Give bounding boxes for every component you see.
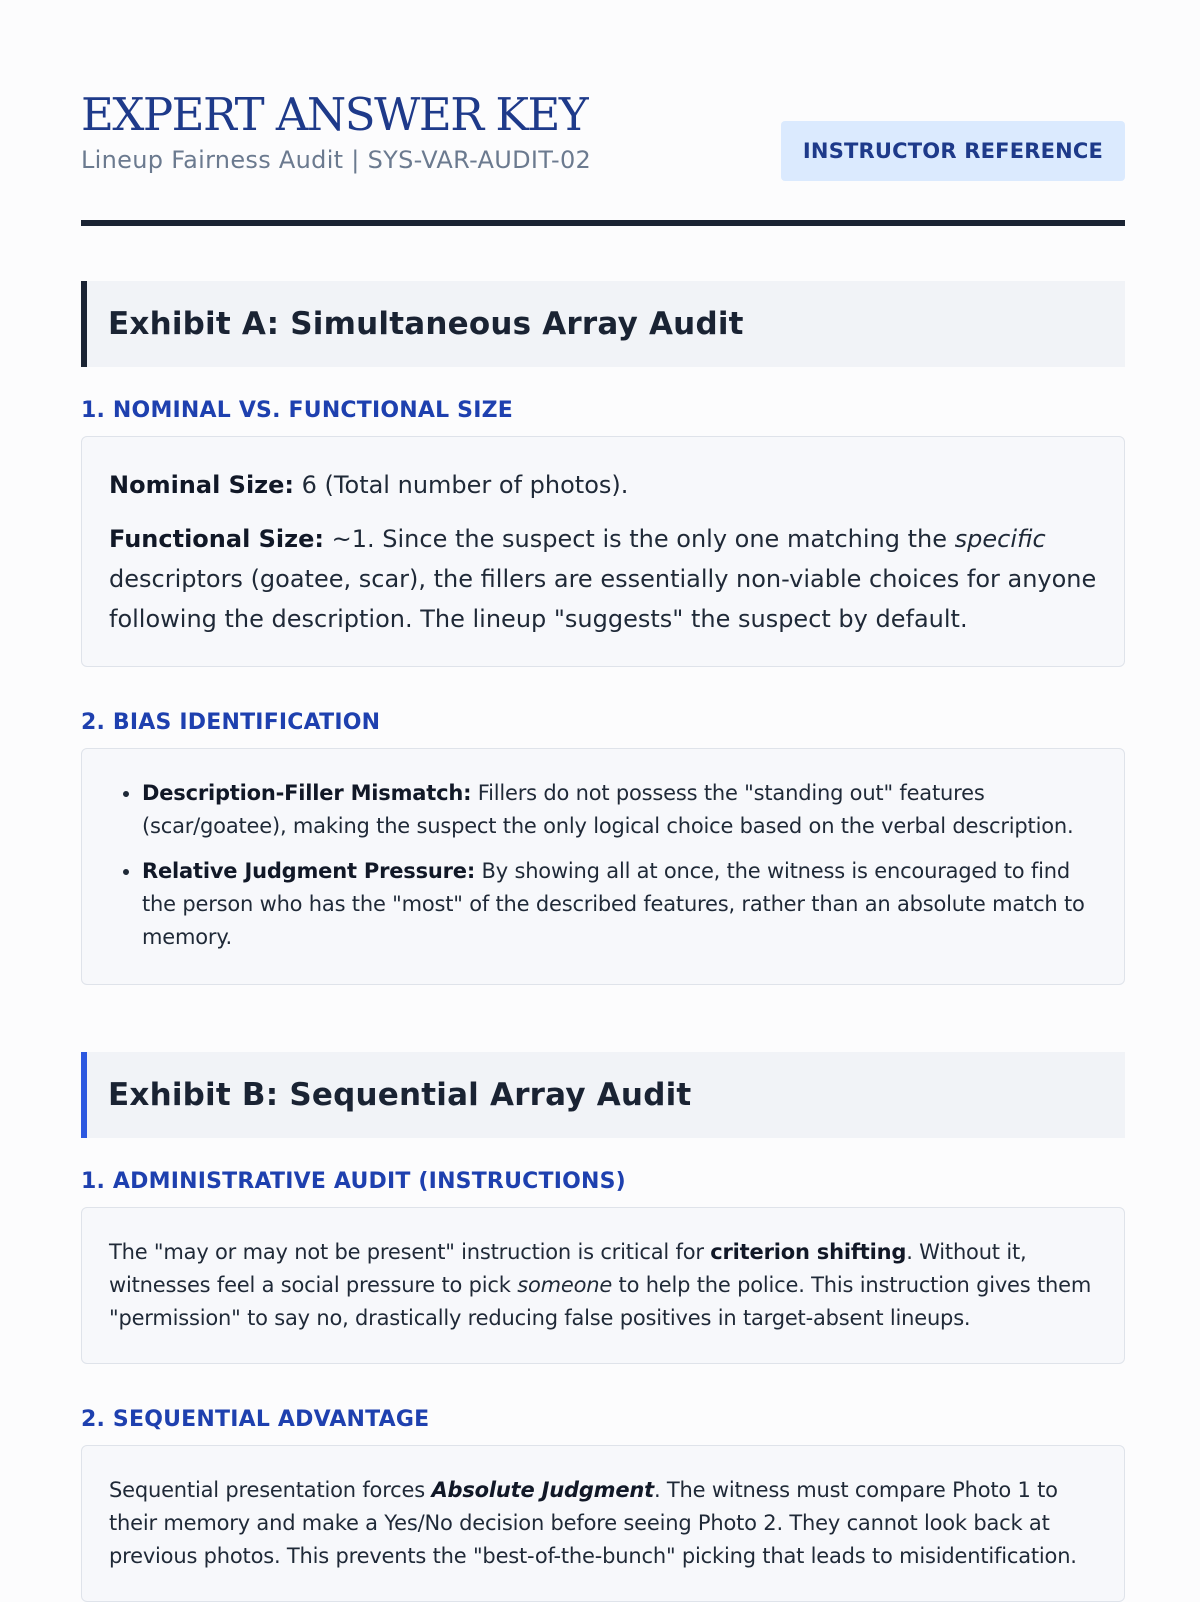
someone-emphasis: someone: [517, 1273, 613, 1297]
absolute-judgment-term: Absolute Judgment: [431, 1478, 654, 1502]
sequential-advantage-card: [81, 1445, 1125, 1602]
administrative-audit-card: [81, 1207, 1125, 1364]
bias-item-text: By showing all at once, the witness is encouraged to find the person who has the "most" of the described features, rather than an absolute match to memory.: [142, 859, 1085, 949]
section-heading-nominal-functional: 1. NOMINAL VS. FUNCTIONAL SIZE: [81, 398, 513, 423]
criterion-shifting-term: criterion shifting: [710, 1240, 907, 1264]
exhibit-a-header: [81, 281, 1125, 367]
administrative-audit-text: [109, 1236, 1097, 1335]
functional-size-label: Functional Size:: [109, 525, 325, 553]
exhibit-b-header: [81, 1052, 1125, 1138]
list-item: [142, 777, 1097, 843]
sequential-text-2: . The witness must compare Photo 1 to their memory and make a Yes/No decision before seeing Photo 2. They cannot look back at previous photos. This prevents the "best-of-the-bunch" picking that leads to misidentification.: [109, 1478, 1077, 1568]
functional-size-emphasis: specific: [954, 525, 1046, 553]
instructor-reference-badge: INSTRUCTOR REFERENCE: [781, 121, 1125, 181]
bias-item-label: Relative Judgment Pressure:: [142, 859, 476, 883]
section-heading-sequential-advantage: 2. SEQUENTIAL ADVANTAGE: [81, 1407, 430, 1432]
functional-size-text-2: descriptors (goatee, scar), the fillers are essentially non-viable choices for anyone following the description. The lineup "suggests" the suspect by default.: [109, 565, 1097, 633]
list-item: [142, 855, 1097, 954]
sequential-text-1: Sequential presentation forces: [109, 1478, 432, 1502]
page-header: [81, 80, 1125, 226]
admin-text-3: to help the police. This instruction gives them "permission" to say no, drastically reducing false positives in target-absent lineups.: [109, 1273, 1092, 1330]
nominal-functional-card: [81, 436, 1125, 667]
functional-size-paragraph: [109, 519, 1097, 639]
bias-item-label: Description-Filler Mismatch:: [142, 781, 472, 805]
page-subtitle: Lineup Fairness Audit | SYS-VAR-AUDIT-02: [81, 146, 592, 174]
page-title: EXPERT ANSWER KEY: [81, 88, 588, 141]
section-heading-administrative-audit: 1. ADMINISTRATIVE AUDIT (INSTRUCTIONS): [81, 1169, 626, 1194]
nominal-size-paragraph: [109, 465, 1097, 505]
exhibit-a-title: Exhibit A: Simultaneous Array Audit: [108, 306, 744, 342]
section-heading-bias-identification: 2. BIAS IDENTIFICATION: [81, 710, 381, 735]
nominal-size-text: 6 (Total number of photos).: [294, 471, 629, 499]
bias-list: [109, 777, 1097, 954]
functional-size-text-1: ~1. Since the suspect is the only one matching the: [324, 525, 955, 553]
admin-text-2: . Without it, witnesses feel a social pressure to pick: [109, 1240, 1027, 1297]
nominal-size-label: Nominal Size:: [109, 471, 295, 499]
bias-item-text: Fillers do not possess the "standing out" features (scar/goatee), making the suspect the only logical choice based on the verbal description.: [142, 781, 1074, 838]
sequential-advantage-text: [109, 1474, 1097, 1573]
admin-text-1: The "may or may not be present" instruction is critical for: [109, 1240, 711, 1264]
exhibit-b-title: Exhibit B: Sequential Array Audit: [108, 1077, 692, 1113]
bias-identification-card: [81, 748, 1125, 985]
